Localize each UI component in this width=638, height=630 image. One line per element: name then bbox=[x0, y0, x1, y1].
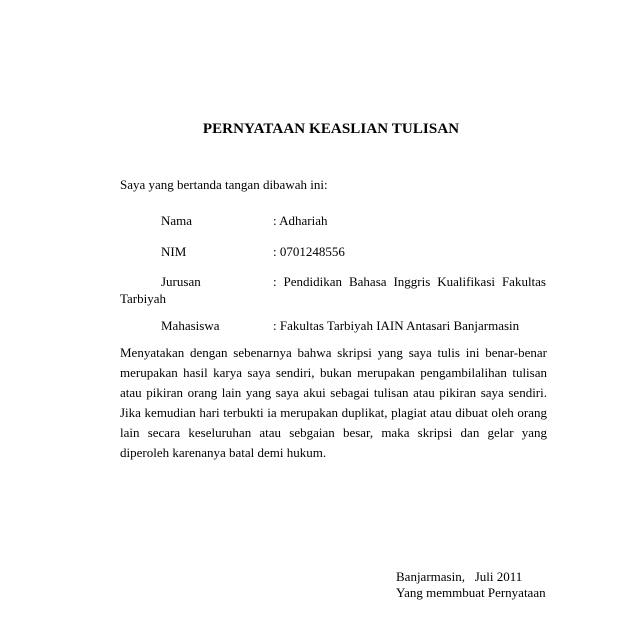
field-label-jurusan: Jurusan bbox=[161, 274, 201, 289]
statement-line: atau pikiran orang lain yang saya akui sebagai tulisan atau pikiran saya sendiri. bbox=[120, 385, 547, 400]
statement-line: Menyatakan dengan sebenarnya bahwa skripsi yang saya tulis ini benar-benar bbox=[120, 345, 547, 360]
field-value-jurusan-continuation: Tarbiyah bbox=[120, 291, 167, 306]
field-label-mahasiswa: Mahasiswa bbox=[161, 318, 220, 333]
statement-paragraph bbox=[120, 343, 547, 463]
field-value-nim: : 0701248556 bbox=[273, 244, 345, 259]
field-label-nim: NIM bbox=[161, 244, 187, 259]
statement-line: Jika kemudian hari terbukti ia merupakan duplikat, plagiat atau dibuat oleh orang bbox=[120, 405, 547, 420]
document-title: PERNYATAAN KEASLIAN TULISAN bbox=[202, 121, 460, 137]
field-value-jurusan: : Pendidikan Bahasa Inggris Kualifikasi Fakultas bbox=[273, 274, 546, 289]
signature-signer-label: Yang memmbuat Pernyataan bbox=[396, 585, 546, 600]
field-label-nama: Nama bbox=[161, 213, 193, 228]
statement-line: merupakan hasil karya saya sendiri, bukan merupakan pengambilalihan tulisan bbox=[120, 365, 547, 380]
signature-place-date: Banjarmasin, Juli 2011 bbox=[396, 569, 523, 584]
field-value-mahasiswa: : Fakultas Tarbiyah IAIN Antasari Banjarmasin bbox=[273, 318, 520, 333]
intro-text: Saya yang bertanda tangan dibawah ini: bbox=[120, 177, 328, 192]
field-value-nama: : Adhariah bbox=[273, 213, 328, 228]
statement-line: diperoleh karenanya batal demi hukum. bbox=[120, 445, 327, 460]
statement-line: lain secara keseluruhan atau sebgaian besar, maka skripsi dan gelar yang bbox=[120, 425, 547, 440]
